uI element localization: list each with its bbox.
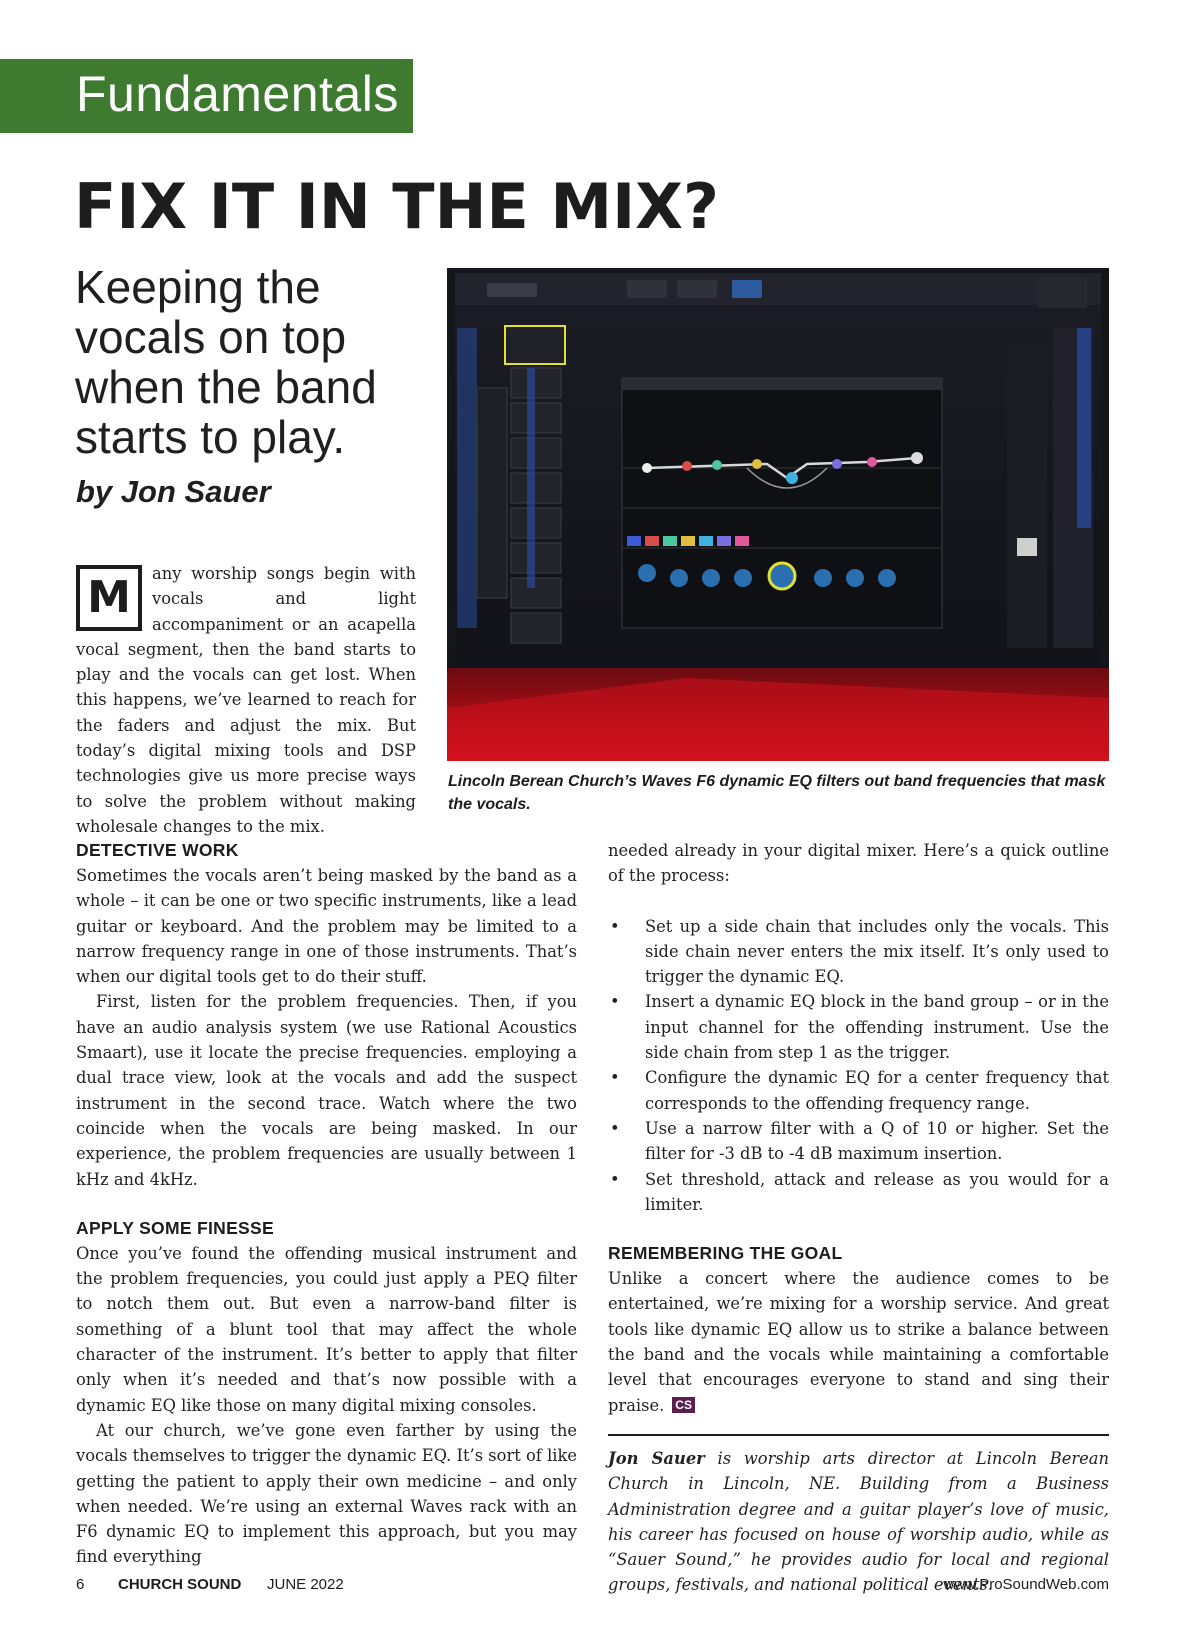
continued-paragraph: needed already in your digital mixer. Here’s a quick outline of the process: — [608, 841, 1109, 886]
subhead-apply-some-finesse: APPLY SOME FINESSE — [76, 1217, 274, 1238]
section-label: Fundamentals — [76, 66, 399, 122]
footer-magazine: CHURCH SOUND — [118, 1576, 242, 1593]
bullet-marker: • — [610, 1169, 620, 1189]
goal-paragraph: Unlike a concert where the audience comes to be entertained, we’re mixing for a worship service. And great tools like dynamic EQ allow us to strike a balance between the band and the vocals while maintaining a comfortable level that encourages everyone to stand and sing their praise. CS — [608, 1269, 1109, 1415]
bullet-item: • Set threshold, attack and release as you would for a limiter. — [608, 1167, 1109, 1218]
bullet-item: • Insert a dynamic EQ block in the band group – or in the input channel for the offending instrument. Use the side chain from step 1 as the trigger. — [608, 989, 1109, 1065]
bullet-item: • Configure the dynamic EQ for a center frequency that corresponds to the offending frequency range. — [608, 1065, 1109, 1116]
intro-text: any worship songs begin with vocals and light accompaniment or an acapella vocal segment, then the band starts to play and the vocals can get lost. When this happens, we’ve learned to reach for the faders and adjust the mix. But today’s digital mixing tools and DSP technologies give us more precise ways to solve the problem without making wholesale changes to the mix. — [76, 564, 416, 836]
bullet-marker: • — [610, 992, 620, 1012]
column-right — [608, 838, 1109, 1598]
bio-divider — [608, 1434, 1109, 1436]
detective-paragraph-2: First, listen for the problem frequencies. Then, if you have an audio analysis system (we use Rational Acoustics Smaart), use it locate the precise frequencies. employing a dual trace view, look at the vocals and add the suspect instrument in the second trace. Watch where the two coincide when the vocals are being masked. In our experience, the problem frequencies are usually between 1 kHz and 4kHz. — [76, 992, 577, 1189]
subhead-remembering-the-goal: REMEMBERING THE GOAL — [608, 1243, 843, 1264]
finesse-paragraph-1: Once you’ve found the offending musical instrument and the problem frequencies, you could just apply a PEQ filter to notch them out. But even a narrow-band filter is something of a blunt tool that may affect the whole character of the instrument. It’s better to apply that filter only when it’s needed and that’s now possible with a dynamic EQ like those on many digital mixing consoles. — [76, 1243, 577, 1415]
column-left — [76, 838, 577, 1570]
headline: FIX IT IN THE MIX? — [74, 170, 719, 243]
drop-cap: M — [76, 565, 142, 631]
bullet-item: • Set up a side chain that includes only the vocals. This side chain never enters the mix itself. It’s only used to trigger the dynamic EQ. — [608, 914, 1109, 990]
detective-paragraph-1: Sometimes the vocals aren’t being masked by the band as a whole – it can be one or two specific instruments, like a lead guitar or keyboard. And the problem may be limited to a narrow frequency range in one of those instruments. That’s when our digital tools get to do their stuff. — [76, 866, 577, 987]
footer-date: JUNE 2022 — [267, 1576, 344, 1593]
bullet-item: • Use a narrow filter with a Q of 10 or higher. Set the filter for -3 dB to -4 dB maximum insertion. — [608, 1116, 1109, 1167]
section-tab — [0, 59, 413, 133]
bullet-marker: • — [610, 1068, 620, 1088]
process-bullet-list — [608, 914, 1109, 1218]
mixer-photo — [447, 268, 1109, 761]
author-bio: Jon Sauer is worship arts director at Lincoln Berean Church in Lincoln, NE. Building from a Business Administration degree and a guitar player’s love of music, his career has focused on house of worship audio, while as “Sauer Sound,” he provides audio for local and regional groups, festivals, and national political events. — [608, 1448, 1109, 1595]
bullet-marker: • — [610, 916, 620, 936]
footer-url[interactable]: www.ProSoundWeb.com — [943, 1576, 1109, 1593]
subhead-detective-work: DETECTIVE WORK — [76, 840, 239, 860]
bullet-marker: • — [610, 1118, 620, 1138]
intro-paragraph — [76, 561, 416, 839]
byline: by Jon Sauer — [76, 474, 271, 509]
waves-f6-screen-image — [447, 268, 1109, 761]
finesse-paragraph-2: At our church, we’ve gone even farther by using the vocals themselves to trigger the dynamic EQ. It’s sort of like getting the patient to apply their own medicine – and only when needed. We’re using an external Waves rack with an F6 dynamic EQ to implement this approach, but you may find everything — [76, 1420, 577, 1567]
deck: Keeping the vocals on top when the band starts to play. — [75, 261, 377, 463]
author-name: Jon Sauer — [608, 1448, 705, 1468]
end-mark-icon: CS — [672, 1397, 695, 1413]
photo-caption: Lincoln Berean Church’s Waves F6 dynamic EQ filters out band frequencies that mask the vocals. — [448, 773, 1106, 813]
footer-page-number: 6 — [76, 1576, 85, 1593]
